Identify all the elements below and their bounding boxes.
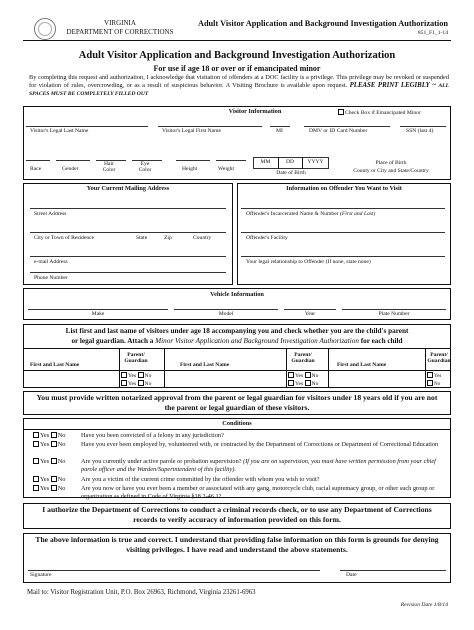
height-line bbox=[176, 160, 210, 161]
offender-name-label: Offender's Incarcerated Name & Number bbox=[246, 211, 339, 217]
county-label: County or City and State/Country bbox=[353, 168, 429, 174]
conditions-heading: Conditions bbox=[222, 420, 252, 427]
minor-row-1-yesno-b[interactable]: Yes No bbox=[288, 372, 318, 379]
emancipated-label: Check Box if Emancipated Minor bbox=[345, 110, 421, 116]
plate-line bbox=[342, 309, 446, 310]
weight-field[interactable]: Weight bbox=[218, 166, 235, 172]
date-line bbox=[340, 570, 446, 571]
plate-field[interactable]: Plate Number bbox=[378, 311, 410, 317]
minor-row-2-yesno-b[interactable]: Yes No bbox=[288, 380, 318, 387]
race-field[interactable]: Race bbox=[30, 166, 42, 172]
condition-gang bbox=[33, 485, 453, 500]
gender-field[interactable]: Gender bbox=[62, 166, 79, 172]
intro-text: By completing this request and authorization, I acknowledge that visitation of offenders at a DOC facility is a privilege. This privilege may be revoked or suspended for violation of rules, overcrowding, or as a result of suspicious behavior. A Visiting Brochure is available upon request. PLEASE PRINT LEGIBLY ~ ALL SPACES MUST BE COMPLETELY FILLED OUT bbox=[29, 74, 450, 98]
ssn-line bbox=[400, 126, 446, 127]
year-line bbox=[284, 309, 336, 310]
minors-heading-1: List first and last name of visitors under age 18 accompanying you and check whether you are the child's parent bbox=[65, 327, 409, 335]
minor-row-1-yesno-c[interactable]: Yes bbox=[427, 372, 441, 380]
make-field[interactable]: Make bbox=[91, 311, 105, 317]
zip-field[interactable]: Zip bbox=[164, 235, 172, 241]
minors-col-name-3: First and Last Name bbox=[337, 362, 387, 368]
dob-yyyy: YYYY bbox=[307, 159, 324, 165]
mi-line bbox=[270, 126, 290, 127]
make-line bbox=[28, 309, 168, 310]
street-line bbox=[30, 208, 226, 209]
mailing-section bbox=[23, 183, 233, 285]
page-title: Adult Visitor Application and Background Investigation Authorization bbox=[78, 50, 396, 61]
header-divider bbox=[23, 40, 451, 41]
model-line bbox=[174, 309, 278, 310]
offender-name-line bbox=[241, 208, 445, 209]
header-department: DEPARTMENT OF CORRECTIONS bbox=[66, 28, 174, 36]
eye-color-field[interactable]: Eye Color bbox=[138, 161, 152, 174]
offender-name-note: (First and Last) bbox=[339, 211, 376, 217]
minors-col-2 bbox=[164, 348, 165, 388]
condition-felony bbox=[33, 432, 453, 440]
employed-question: Have you ever been employed by, volunteered with, or contracted by the Department of Corrections or Department of Correctional Education bbox=[81, 441, 439, 448]
date-field[interactable]: Date bbox=[346, 572, 357, 578]
emancipated-checkbox[interactable] bbox=[338, 109, 421, 116]
doc-seal-inner bbox=[38, 22, 52, 36]
phone-line bbox=[30, 272, 226, 273]
model-field[interactable]: Model bbox=[218, 311, 234, 317]
gang-yesno[interactable]: Yes No bbox=[33, 485, 81, 500]
relationship-field[interactable]: Your legal relationship to Offender (If none, state none) bbox=[246, 259, 371, 265]
email-field[interactable]: e-mail Address bbox=[34, 259, 68, 265]
condition-victim bbox=[33, 476, 453, 484]
gang-question: Are you now or have you ever been a member or associated with any gang, motorcycle club, racial supremacy group, or other such group or organization as defined in Code of Virginia §18.2-46.1? bbox=[81, 485, 435, 500]
relationship-line bbox=[241, 256, 445, 257]
dmv-line bbox=[304, 126, 390, 127]
mailing-heading: Your Current Mailing Address bbox=[86, 185, 170, 192]
state-field[interactable]: State bbox=[136, 235, 148, 241]
city-field[interactable]: City or Town of Residence bbox=[34, 235, 95, 241]
dmv-field[interactable]: DMV or ID Card Number bbox=[309, 128, 368, 134]
parole-yesno[interactable]: Yes No bbox=[33, 458, 81, 473]
email-line bbox=[30, 256, 226, 257]
minors-col-4 bbox=[328, 348, 329, 388]
gender-line bbox=[56, 160, 90, 161]
weight-line bbox=[216, 160, 246, 161]
offender-heading: Information on Offender You Want to Visit bbox=[286, 185, 402, 192]
authorize-text: I authorize the Department of Corrections to conduct a criminal records check, or to use any Department of Corrections records to verify accuracy of information provided on this form. bbox=[42, 505, 432, 524]
minor-row-2-yesno-a[interactable]: Yes No bbox=[121, 380, 151, 387]
first-name-line bbox=[158, 126, 262, 127]
header-form-title: Adult Visitor Application and Background Investigation Authorization bbox=[197, 19, 448, 28]
felony-question: Have you been convicted of a felony in any jurisdiction? bbox=[81, 432, 224, 439]
dob-mm: MM bbox=[260, 159, 271, 165]
mi-field[interactable]: MI bbox=[276, 128, 283, 134]
employed-yesno[interactable]: Yes No bbox=[33, 441, 81, 449]
offender-facility-field[interactable]: Offender's Facility bbox=[246, 235, 288, 241]
emancipated-check-icon[interactable] bbox=[338, 109, 344, 115]
minors-col-parent-3: Parent/ Guardian bbox=[427, 352, 451, 365]
offender-name-field[interactable] bbox=[246, 211, 375, 217]
minors-col-parent-2: Parent/ Guardian bbox=[291, 352, 315, 365]
conditions-rule bbox=[23, 429, 451, 430]
victim-question: Are you a victim of the current crime committed by the offender with whom you wish to visit? bbox=[81, 476, 320, 483]
parole-question: Are you currently under active parole or probation supervision? (If you are on supervision, you must have written permission from your chief parole officer and the Warden/Superintendent of this facility). bbox=[81, 458, 436, 473]
offender-facility-line bbox=[241, 232, 445, 233]
height-field[interactable]: Height bbox=[182, 166, 198, 172]
condition-parole bbox=[33, 458, 453, 473]
minor-row-1-yesno-a[interactable]: Yes No bbox=[121, 372, 151, 379]
dob-dd: DD bbox=[285, 159, 295, 165]
country-field[interactable]: Country bbox=[193, 235, 212, 241]
minors-header-rule bbox=[23, 348, 451, 349]
signature-field[interactable]: Signature bbox=[30, 572, 52, 578]
minors-col-name-2: First and Last Name bbox=[180, 362, 230, 368]
minor-row-2-yesno-c[interactable]: No bbox=[427, 380, 440, 388]
victim-yesno[interactable]: Yes No bbox=[33, 476, 81, 484]
first-name-field[interactable]: Visitor's Legal First Name bbox=[162, 128, 221, 134]
ssn-field[interactable]: SSN (last 4) bbox=[406, 128, 434, 134]
last-name-line bbox=[26, 126, 148, 127]
minors-col-name-1: First and Last Name bbox=[30, 362, 80, 368]
visitor-info-heading: Visitor Information bbox=[228, 108, 282, 115]
felony-yesno[interactable]: Yes No bbox=[33, 432, 81, 440]
dob-label: Date of Birth bbox=[276, 170, 306, 176]
place-of-birth-label[interactable]: Place of Birth bbox=[375, 160, 407, 166]
signature-line bbox=[28, 570, 320, 571]
hair-color-field[interactable]: Hair Color bbox=[102, 161, 116, 174]
revision-date: Revision Date 1/8/14 bbox=[400, 602, 448, 608]
page-subtitle: For use if age 18 or over or if emancipated minor bbox=[153, 64, 321, 73]
minors-col-parent-1: Parent/ Guardian bbox=[124, 352, 148, 365]
mail-to: Mail to: Visitor Registration Unit, P.O. Box 26963, Richmond, Virginia 23261-6963 bbox=[27, 589, 256, 596]
form-number: 851_F1_1-14 bbox=[417, 30, 448, 36]
minors-heading-2: or legal guardian. Attach a Minor Visitor Application and Background Investigation Authorization for each child bbox=[71, 337, 403, 345]
condition-employed bbox=[33, 441, 453, 449]
offender-section bbox=[237, 183, 451, 285]
city-line bbox=[30, 232, 226, 233]
certify-text: The above information is true and correct. I understand that providing false information on this form is grounds for denying visiting privileges. I have read and understand the above statements. bbox=[35, 535, 439, 554]
last-name-field[interactable]: Visitor's Legal Last Name bbox=[30, 128, 89, 134]
street-field[interactable]: Street Address bbox=[34, 211, 67, 217]
notarized-text: You must provide written notarized approval from the parent or legal guardian for visitors under 18 years old if you are not the parent or legal guardian of these visitors. bbox=[36, 393, 438, 412]
year-field[interactable]: Year bbox=[304, 311, 316, 317]
minors-col-rule bbox=[23, 370, 451, 371]
race-line bbox=[26, 160, 50, 161]
phone-field[interactable]: Phone Number bbox=[34, 275, 68, 281]
vehicle-heading: Vehicle Information bbox=[210, 291, 264, 298]
header-state: VIRGINIA bbox=[104, 19, 136, 27]
